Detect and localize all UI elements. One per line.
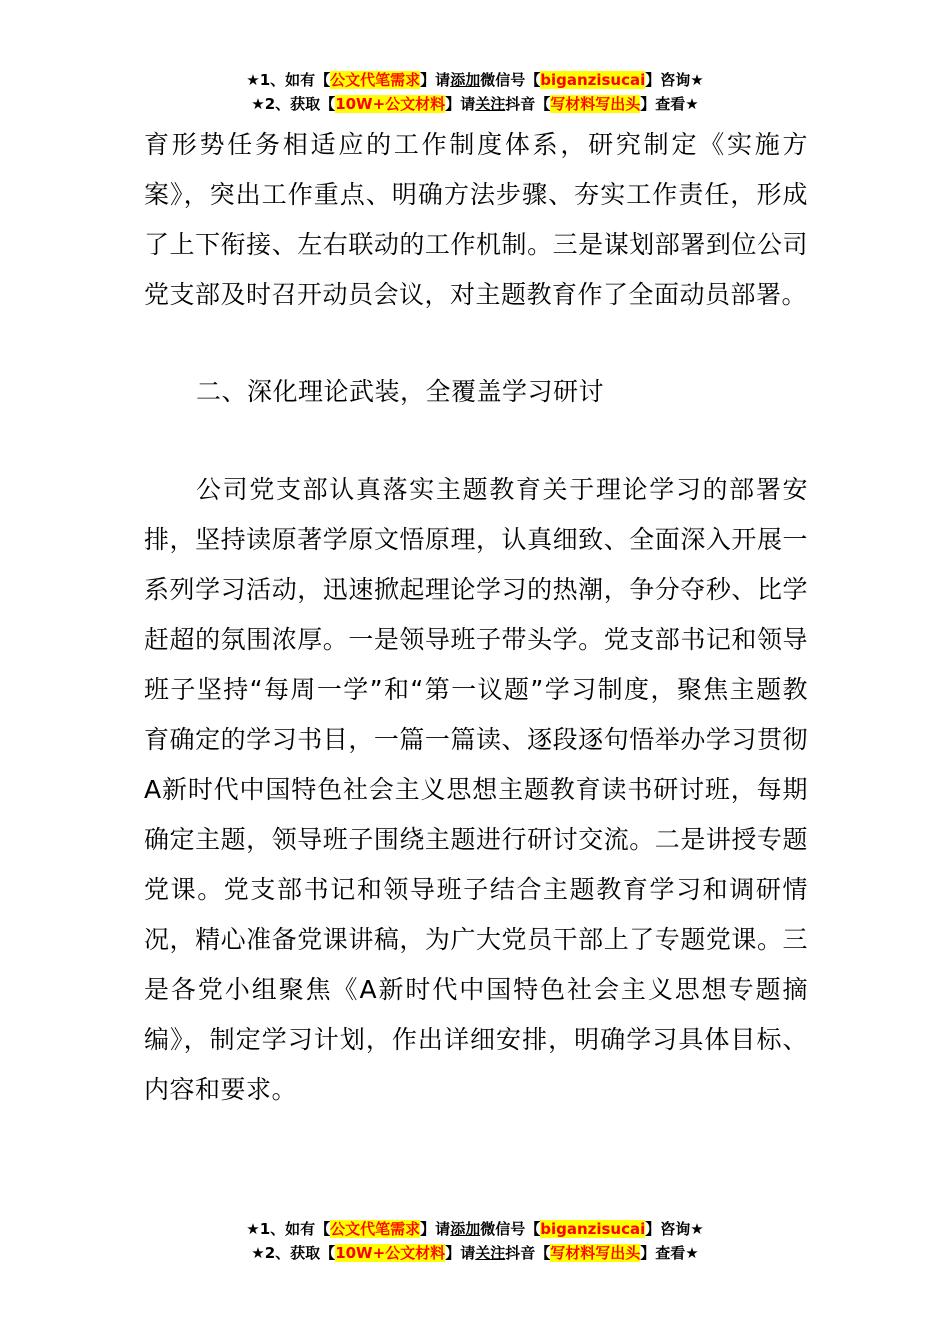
banner-text: 微信号【	[480, 1220, 541, 1238]
banner-text: 】查看★	[640, 1244, 699, 1262]
douyin-id-highlight: 写材料写出头	[550, 95, 641, 113]
banner-line-2	[0, 92, 950, 116]
banner-line-1	[0, 68, 950, 92]
highlight-text: 10W+公文材料	[335, 1244, 446, 1262]
highlight-text: 公文代笔需求	[330, 1220, 421, 1238]
document-body	[144, 120, 808, 1115]
paragraph-theory-study: 公司党支部认真落实主题教育关于理论学习的部署安排，坚持读原著学原文悟原理，认真细致、全面深入开展一系列学习活动，迅速掀起理论学习的热潮，争分夺秒、比学赶超的氛围浓厚。一是领导班子带头学。党支部书记和领导班子坚持“每周一学”和“第一议题”学习制度，聚焦主题教育确定的学习书目，一篇一篇读、逐段逐句悟举办学习贯彻A新时代中国特色社会主义思想主题教育读书研讨班，每期确定主题，领导班子围绕主题进行研讨交流。二是讲授专题党课。党支部书记和领导班子结合主题教育学习和调研情况，精心准备党课讲稿，为广大党员干部上了专题党课。三是各党小组聚焦《A新时代中国特色社会主义思想专题摘编》，制定学习计划，作出详细安排，明确学习具体目标、内容和要求。	[144, 475, 808, 1104]
wechat-id-highlight: biganzisucai	[540, 1220, 646, 1238]
header-banner	[0, 68, 950, 116]
banner-text: 微信号【	[480, 71, 541, 89]
banner-text: 】咨询★	[645, 1220, 704, 1238]
wechat-id-highlight: biganzisucai	[540, 71, 646, 89]
banner-text: 】查看★	[640, 95, 699, 113]
banner-text: 】请	[420, 71, 451, 89]
banner-text: ★1、如有【	[246, 1220, 331, 1238]
footer-banner	[0, 1217, 950, 1265]
banner-text: ★2、获取【	[251, 1244, 336, 1262]
banner-line-1	[0, 1217, 950, 1241]
emphasis-text: 关注	[475, 1244, 506, 1262]
banner-text: 】请	[445, 1244, 476, 1262]
banner-text: ★2、获取【	[251, 95, 336, 113]
banner-text: 】咨询★	[645, 71, 704, 89]
highlight-text: 10W+公文材料	[335, 95, 446, 113]
paragraph-continued: 育形势任务相适应的工作制度体系，研究制定《实施方案》，突出工作重点、明确方法步骤、夯实工作责任，形成了上下衔接、左右联动的工作机制。三是谋划部署到位公司党支部及时召开动员会议，对主题教育作了全面动员部署。	[144, 130, 808, 309]
banner-line-2	[0, 1241, 950, 1265]
section-heading: 二、深化理论武装，全覆盖学习研讨	[196, 377, 605, 406]
banner-text: 抖音【	[505, 1244, 551, 1262]
emphasis-text: 添加	[450, 71, 481, 89]
banner-text: 】请	[420, 1220, 451, 1238]
emphasis-text: 添加	[450, 1220, 481, 1238]
highlight-text: 公文代笔需求	[330, 71, 421, 89]
banner-text: 抖音【	[505, 95, 551, 113]
douyin-id-highlight: 写材料写出头	[550, 1244, 641, 1262]
banner-text: ★1、如有【	[246, 71, 331, 89]
emphasis-text: 关注	[475, 95, 506, 113]
banner-text: 】请	[445, 95, 476, 113]
